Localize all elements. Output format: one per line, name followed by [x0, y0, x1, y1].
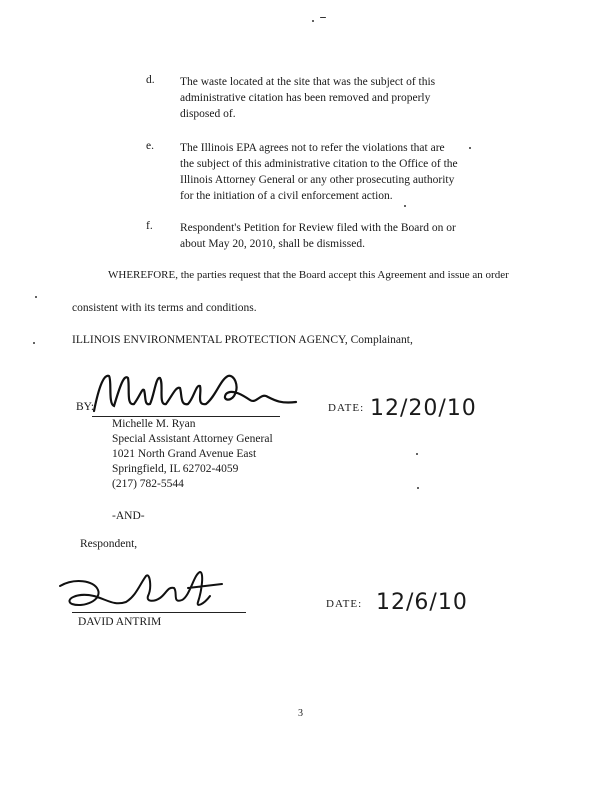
- scan-speck: [320, 17, 326, 18]
- handwritten-date: 12/6/10: [376, 590, 468, 615]
- item-text-f: [180, 220, 470, 252]
- item-line: Respondent's Petition for Review filed with the Board on or: [180, 222, 456, 234]
- respondent-name: DAVID ANTRIM: [78, 616, 162, 628]
- signer-block: [112, 417, 273, 492]
- respondent-label: Respondent,: [80, 538, 138, 550]
- scan-speck: [33, 342, 35, 344]
- handwritten-date: 12/20/10: [370, 396, 477, 421]
- item-text-e: [180, 140, 470, 204]
- handwritten-signature-antrim: [54, 566, 234, 616]
- wherefore-line-1: WHEREFORE, the parties request that the Board accept this Agreement and issue an order: [108, 269, 509, 281]
- item-line: disposed of.: [180, 108, 236, 120]
- by-label: BY:: [76, 401, 95, 413]
- item-line: The Illinois EPA agrees not to refer the violations that are: [180, 142, 445, 154]
- item-letter-e: e.: [146, 140, 154, 152]
- item-line: for the initiation of a civil enforcement action.: [180, 190, 393, 202]
- item-line: administrative citation has been removed and properly: [180, 92, 431, 104]
- item-line: about May 20, 2010, shall be dismissed.: [180, 238, 365, 250]
- scan-speck: [417, 487, 419, 489]
- handwritten-signature-ryan: [84, 366, 304, 421]
- and-separator: -AND-: [112, 510, 145, 522]
- item-letter-f: f.: [146, 220, 153, 232]
- scan-speck: [35, 296, 37, 298]
- item-line: Illinois Attorney General or any other prosecuting authority: [180, 174, 455, 186]
- signer-address-street: 1021 North Grand Avenue East: [112, 448, 257, 460]
- agency-heading: ILLINOIS ENVIRONMENTAL PROTECTION AGENCY, Complainant,: [72, 334, 413, 346]
- date-label: DATE:: [326, 598, 363, 610]
- signer-title: Special Assistant Attorney General: [112, 433, 273, 445]
- scan-speck: [312, 20, 314, 22]
- date-label: DATE:: [328, 402, 365, 414]
- scan-speck: [404, 205, 406, 207]
- signer-address-city: Springfield, IL 62702-4059: [112, 463, 239, 475]
- page-number: 3: [298, 708, 303, 719]
- wherefore-line-2: consistent with its terms and conditions.: [72, 302, 257, 314]
- signer-phone: (217) 782-5544: [112, 478, 184, 490]
- item-line: the subject of this administrative citation to the Office of the: [180, 158, 458, 170]
- item-text-d: [180, 74, 470, 122]
- item-letter-d: d.: [146, 74, 155, 86]
- item-line: The waste located at the site that was the subject of this: [180, 76, 436, 88]
- scan-speck: [416, 453, 418, 455]
- signer-name: Michelle M. Ryan: [112, 418, 196, 430]
- signature-line: [72, 612, 246, 613]
